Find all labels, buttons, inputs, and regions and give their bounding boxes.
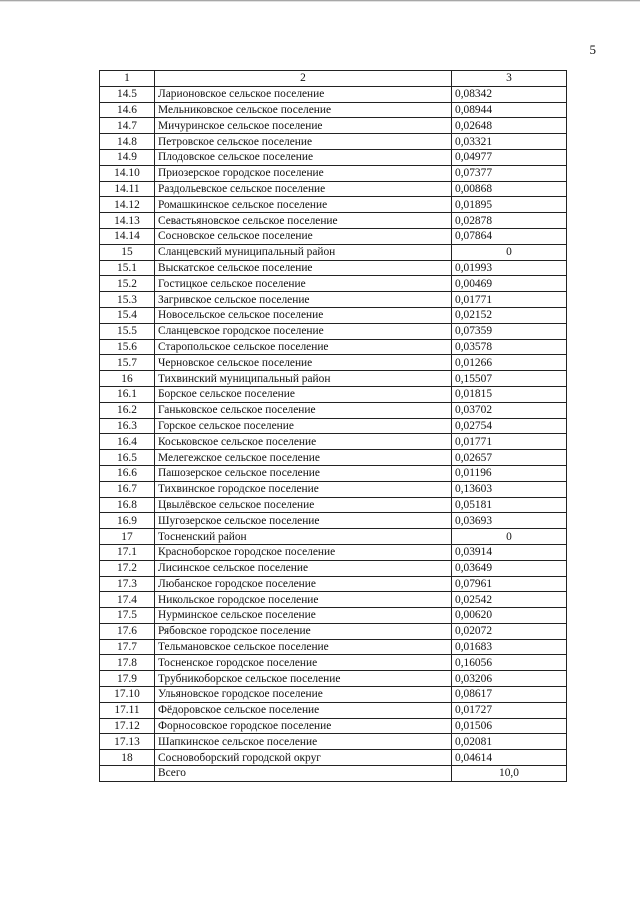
column-header-3: 3 [452, 71, 567, 87]
coefficient-cell: 0,03649 [452, 560, 567, 576]
table-row [100, 386, 567, 402]
page-number: 5 [589, 42, 596, 57]
coefficient-cell: 0,02072 [452, 623, 567, 639]
row-number-cell: 14.8 [100, 134, 155, 150]
row-number-cell: 15.7 [100, 355, 155, 371]
row-number-cell: 14.14 [100, 228, 155, 244]
table-row [100, 371, 567, 387]
row-number-cell: 17.1 [100, 544, 155, 560]
settlement-name-cell: Ромашкинское сельское поселение [155, 197, 452, 213]
row-number-cell: 16.3 [100, 418, 155, 434]
coefficient-cell: 0 [452, 529, 567, 545]
coefficient-cell: 0,08342 [452, 86, 567, 102]
total-row [100, 766, 567, 782]
coefficient-cell: 0,01727 [452, 702, 567, 718]
table-body [100, 86, 567, 765]
settlement-name-cell: Тельмановское сельское поселение [155, 639, 452, 655]
total-value-cell: 10,0 [452, 766, 567, 782]
row-number-cell: 15.5 [100, 323, 155, 339]
table-row [100, 434, 567, 450]
table-row [100, 165, 567, 181]
row-number-cell: 17 [100, 529, 155, 545]
settlement-name-cell: Гостицкое сельское поселение [155, 276, 452, 292]
coefficient-cell: 0,05181 [452, 497, 567, 513]
table-row [100, 355, 567, 371]
coefficient-cell: 0,00469 [452, 276, 567, 292]
settlement-name-cell: Красноборское городское поселение [155, 544, 452, 560]
settlement-name-cell: Пашозерское сельское поселение [155, 465, 452, 481]
table-row [100, 149, 567, 165]
row-number-cell: 16 [100, 371, 155, 387]
total-label-cell: Всего [155, 766, 452, 782]
coefficient-cell: 0,00620 [452, 608, 567, 624]
row-number-cell: 17.11 [100, 702, 155, 718]
table-row [100, 292, 567, 308]
table-row [100, 181, 567, 197]
settlement-name-cell: Плодовское сельское поселение [155, 149, 452, 165]
coefficient-cell: 0,03914 [452, 544, 567, 560]
settlement-name-cell: Ларионовское сельское поселение [155, 86, 452, 102]
settlement-name-cell: Фёдоровское сельское поселение [155, 702, 452, 718]
row-number-cell: 17.3 [100, 576, 155, 592]
row-number-cell: 17.6 [100, 623, 155, 639]
coefficient-cell: 0,07864 [452, 228, 567, 244]
table-row [100, 608, 567, 624]
coefficient-cell: 0,01266 [452, 355, 567, 371]
coefficient-cell: 0,01771 [452, 434, 567, 450]
row-number-cell: 14.13 [100, 213, 155, 229]
row-number-cell: 18 [100, 750, 155, 766]
settlement-name-cell: Цвылёвское сельское поселение [155, 497, 452, 513]
row-number-cell: 17.9 [100, 671, 155, 687]
row-number-cell: 14.10 [100, 165, 155, 181]
settlement-name-cell: Сланцевский муниципальный район [155, 244, 452, 260]
row-number-cell: 16.8 [100, 497, 155, 513]
table-row [100, 671, 567, 687]
coefficient-cell: 0,03578 [452, 339, 567, 355]
settlement-name-cell: Мельниковское сельское поселение [155, 102, 452, 118]
row-number-cell: 16.5 [100, 450, 155, 466]
coefficient-cell: 0,03702 [452, 402, 567, 418]
table-row [100, 418, 567, 434]
coefficient-cell: 0,16056 [452, 655, 567, 671]
coefficient-cell: 0,02542 [452, 592, 567, 608]
coefficient-cell: 0,07961 [452, 576, 567, 592]
table-row [100, 307, 567, 323]
row-number-cell: 15.3 [100, 292, 155, 308]
coefficient-cell: 0,15507 [452, 371, 567, 387]
table-row [100, 450, 567, 466]
settlement-name-cell: Коськовское сельское поселение [155, 434, 452, 450]
row-number-cell: 14.12 [100, 197, 155, 213]
row-number-cell: 16.2 [100, 402, 155, 418]
table-row [100, 513, 567, 529]
coefficient-cell: 0,01683 [452, 639, 567, 655]
coefficient-cell: 0,04977 [452, 149, 567, 165]
coefficient-cell: 0,04614 [452, 750, 567, 766]
coefficient-cell: 0,03321 [452, 134, 567, 150]
coefficient-cell: 0,13603 [452, 481, 567, 497]
coefficient-cell: 0,03693 [452, 513, 567, 529]
table-row [100, 623, 567, 639]
settlement-name-cell: Борское сельское поселение [155, 386, 452, 402]
table-row [100, 197, 567, 213]
row-number-cell: 16.6 [100, 465, 155, 481]
settlement-name-cell: Петровское сельское поселение [155, 134, 452, 150]
table-row [100, 228, 567, 244]
table-row [100, 244, 567, 260]
row-number-cell: 15 [100, 244, 155, 260]
table-row [100, 86, 567, 102]
settlement-name-cell: Ганьковское сельское поселение [155, 402, 452, 418]
settlement-name-cell: Сосновское сельское поселение [155, 228, 452, 244]
row-number-cell: 17.13 [100, 734, 155, 750]
table-row [100, 734, 567, 750]
allocation-table [99, 70, 567, 782]
column-header-2: 2 [155, 71, 452, 87]
table-row [100, 576, 567, 592]
table-row [100, 213, 567, 229]
row-number-cell: 16.7 [100, 481, 155, 497]
row-number-cell: 15.4 [100, 307, 155, 323]
settlement-name-cell: Раздольевское сельское поселение [155, 181, 452, 197]
table-row [100, 134, 567, 150]
row-number-cell: 15.6 [100, 339, 155, 355]
row-number-cell: 14.7 [100, 118, 155, 134]
row-number-cell: 17.10 [100, 687, 155, 703]
settlement-name-cell: Загривское сельское поселение [155, 292, 452, 308]
coefficient-cell: 0,01196 [452, 465, 567, 481]
coefficient-cell: 0,02878 [452, 213, 567, 229]
table-row [100, 560, 567, 576]
coefficient-cell: 0,02657 [452, 450, 567, 466]
settlement-name-cell: Севастьяновское сельское поселение [155, 213, 452, 229]
table-row [100, 687, 567, 703]
row-number-cell: 17.5 [100, 608, 155, 624]
settlement-name-cell: Лисинское сельское поселение [155, 560, 452, 576]
row-number-cell: 16.9 [100, 513, 155, 529]
settlement-name-cell: Мичуринское сельское поселение [155, 118, 452, 134]
row-number-cell: 16.1 [100, 386, 155, 402]
settlement-name-cell: Приозерское городское поселение [155, 165, 452, 181]
settlement-name-cell: Никольское городское поселение [155, 592, 452, 608]
row-number-cell: 17.8 [100, 655, 155, 671]
coefficient-cell: 0,02152 [452, 307, 567, 323]
settlement-name-cell: Выскатское сельское поселение [155, 260, 452, 276]
settlement-name-cell: Тосненский район [155, 529, 452, 545]
settlement-name-cell: Форносовское городское поселение [155, 718, 452, 734]
row-number-cell: 15.2 [100, 276, 155, 292]
row-number-cell: 14.9 [100, 149, 155, 165]
row-number-cell: 17.2 [100, 560, 155, 576]
settlement-name-cell: Ульяновское городское поселение [155, 687, 452, 703]
coefficient-cell: 0,02754 [452, 418, 567, 434]
coefficient-cell: 0,01815 [452, 386, 567, 402]
table-row [100, 339, 567, 355]
row-number-cell: 15.1 [100, 260, 155, 276]
coefficient-cell: 0,02648 [452, 118, 567, 134]
coefficient-cell: 0,01771 [452, 292, 567, 308]
settlement-name-cell: Тосненское городское поселение [155, 655, 452, 671]
table-row [100, 260, 567, 276]
row-number-cell: 14.5 [100, 86, 155, 102]
settlement-name-cell: Мелегежское сельское поселение [155, 450, 452, 466]
table-row [100, 750, 567, 766]
table-row [100, 402, 567, 418]
coefficient-cell: 0,01993 [452, 260, 567, 276]
table-row [100, 529, 567, 545]
total-number-cell [100, 766, 155, 782]
settlement-name-cell: Трубникоборское сельское поселение [155, 671, 452, 687]
table-row [100, 702, 567, 718]
coefficient-cell: 0,07359 [452, 323, 567, 339]
table-row [100, 592, 567, 608]
settlement-name-cell: Новосельское сельское поселение [155, 307, 452, 323]
settlement-name-cell: Старопольское сельское поселение [155, 339, 452, 355]
settlement-name-cell: Шугозерское сельское поселение [155, 513, 452, 529]
column-header-1: 1 [100, 71, 155, 87]
settlement-name-cell: Сланцевское городское поселение [155, 323, 452, 339]
coefficient-cell: 0,02081 [452, 734, 567, 750]
settlement-name-cell: Рябовское городское поселение [155, 623, 452, 639]
coefficient-cell: 0,07377 [452, 165, 567, 181]
settlement-name-cell: Тихвинский муниципальный район [155, 371, 452, 387]
row-number-cell: 17.12 [100, 718, 155, 734]
settlement-name-cell: Шапкинское сельское поселение [155, 734, 452, 750]
row-number-cell: 17.7 [100, 639, 155, 655]
table-row [100, 481, 567, 497]
settlement-name-cell: Сосновоборский городской округ [155, 750, 452, 766]
settlement-name-cell: Тихвинское городское поселение [155, 481, 452, 497]
coefficient-cell: 0,08944 [452, 102, 567, 118]
table-row [100, 465, 567, 481]
settlement-name-cell: Нурминское сельское поселение [155, 608, 452, 624]
coefficient-cell: 0,00868 [452, 181, 567, 197]
table-row [100, 544, 567, 560]
table-row [100, 639, 567, 655]
coefficient-cell: 0,03206 [452, 671, 567, 687]
row-number-cell: 16.4 [100, 434, 155, 450]
table-row [100, 323, 567, 339]
coefficient-cell: 0,01895 [452, 197, 567, 213]
scan-edge [0, 0, 640, 2]
settlement-name-cell: Любанское городское поселение [155, 576, 452, 592]
table-row [100, 102, 567, 118]
table-row [100, 276, 567, 292]
row-number-cell: 14.6 [100, 102, 155, 118]
row-number-cell: 14.11 [100, 181, 155, 197]
settlement-name-cell: Горское сельское поселение [155, 418, 452, 434]
table-row [100, 718, 567, 734]
coefficient-cell: 0,01506 [452, 718, 567, 734]
coefficient-cell: 0,08617 [452, 687, 567, 703]
row-number-cell: 17.4 [100, 592, 155, 608]
table-row [100, 655, 567, 671]
table-header-row [100, 71, 567, 87]
coefficient-cell: 0 [452, 244, 567, 260]
settlement-name-cell: Черновское сельское поселение [155, 355, 452, 371]
table-row [100, 497, 567, 513]
table-row [100, 118, 567, 134]
